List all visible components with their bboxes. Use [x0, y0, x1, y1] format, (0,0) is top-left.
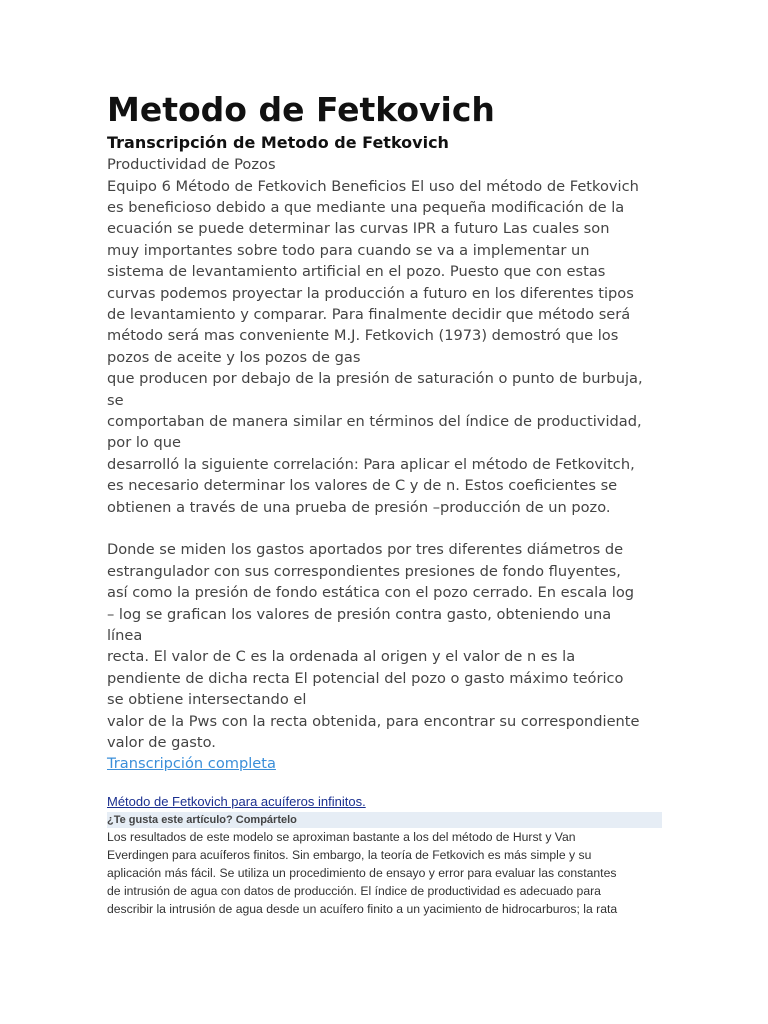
text-line: – log se grafican los valores de presión contra gasto, obteniendo una	[107, 605, 612, 623]
text-line: valor de la Pws con la recta obtenida, para encontrar su correspondiente	[107, 712, 640, 730]
text-line: desarrolló la siguiente correlación: Para aplicar el método de Fetkovitch,	[107, 455, 635, 473]
transcript-paragraph-1	[107, 176, 667, 519]
text-line: curvas podemos proyectar la producción a futuro en los diferentes tipos	[107, 284, 634, 302]
text-line: recta. El valor de C es la ordenada al origen y el valor de n es la	[107, 648, 576, 666]
text-line: línea	[107, 627, 143, 645]
text-line: Los resultados de este modelo se aproximan bastante a los del método de Hurst y Van	[107, 829, 576, 844]
text-line: obtienen a través de una prueba de presión –producción de un pozo.	[107, 498, 611, 516]
text-line: se obtiene intersectando el	[107, 691, 307, 709]
text-line: que producen por debajo de la presión de saturación o punto de burbuja,	[107, 370, 643, 388]
text-line: comportaban de manera similar en términos del índice de productividad,	[107, 412, 642, 430]
page-title: Metodo de Fetkovich	[107, 90, 495, 129]
text-line: Donde se miden los gastos aportados por tres diferentes diámetros de	[107, 541, 624, 559]
text-line: de levantamiento y comparar. Para finalmente decidir que método será	[107, 305, 631, 323]
text-line: sistema de levantamiento artificial en el pozo. Puesto que con estas	[107, 263, 606, 281]
text-line: describir la intrusión de agua desde un acuífero finito a un yacimiento de hidrocarburos; la rata	[107, 901, 618, 916]
text-line: se	[107, 391, 124, 409]
text-line: así como la presión de fondo estática con el pozo cerrado. En escala log	[107, 584, 635, 602]
paragraph-gap	[107, 518, 667, 539]
embedded-article	[107, 793, 662, 918]
text-line: Equipo 6 Método de Fetkovich Beneficios El uso del método de Fetkovich	[107, 177, 639, 195]
text-line: Everdingen para acuíferos finitos. Sin embargo, la teoría de Fetkovich es más simple y su	[107, 847, 592, 862]
share-bar[interactable]: ¿Te gusta este artículo? Compártelo	[107, 812, 662, 828]
text-line: pozos de aceite y los pozos de gas	[107, 348, 361, 366]
text-line: método será mas conveniente M.J. Fetkovich (1973) demostró que los	[107, 327, 619, 345]
text-line: es necesario determinar los valores de C y de n. Estos coeficientes se	[107, 477, 618, 495]
text-line: muy importantes sobre todo para cuando se va a implementar un	[107, 241, 590, 259]
text-line: es beneficioso debido a que mediante una pequeña modificación de la	[107, 198, 625, 216]
text-line: de intrusión de agua con datos de producción. El índice de productividad es adecuado para	[107, 883, 601, 898]
transcript-heading: Transcripción de Metodo de Fetkovich	[107, 133, 449, 152]
article-body	[107, 828, 662, 918]
transcript-paragraph-2	[107, 539, 667, 753]
text-line: valor de gasto.	[107, 734, 216, 752]
document-subtitle: Productividad de Pozos	[107, 156, 276, 173]
text-line: por lo que	[107, 434, 181, 452]
text-line: pendiente de dicha recta El potencial del pozo o gasto máximo teórico	[107, 669, 624, 687]
full-transcript-link[interactable]: Transcripción completa	[107, 755, 276, 773]
text-line: aplicación más fácil. Se utiliza un procedimiento de ensayo y error para evaluar las constantes	[107, 865, 617, 880]
article-title-link[interactable]: Método de Fetkovich para acuíferos infinitos.	[107, 793, 366, 809]
text-line: ecuación se puede determinar las curvas IPR a futuro Las cuales son	[107, 220, 610, 238]
text-line: estrangulador con sus correspondientes presiones de fondo fluyentes,	[107, 562, 621, 580]
